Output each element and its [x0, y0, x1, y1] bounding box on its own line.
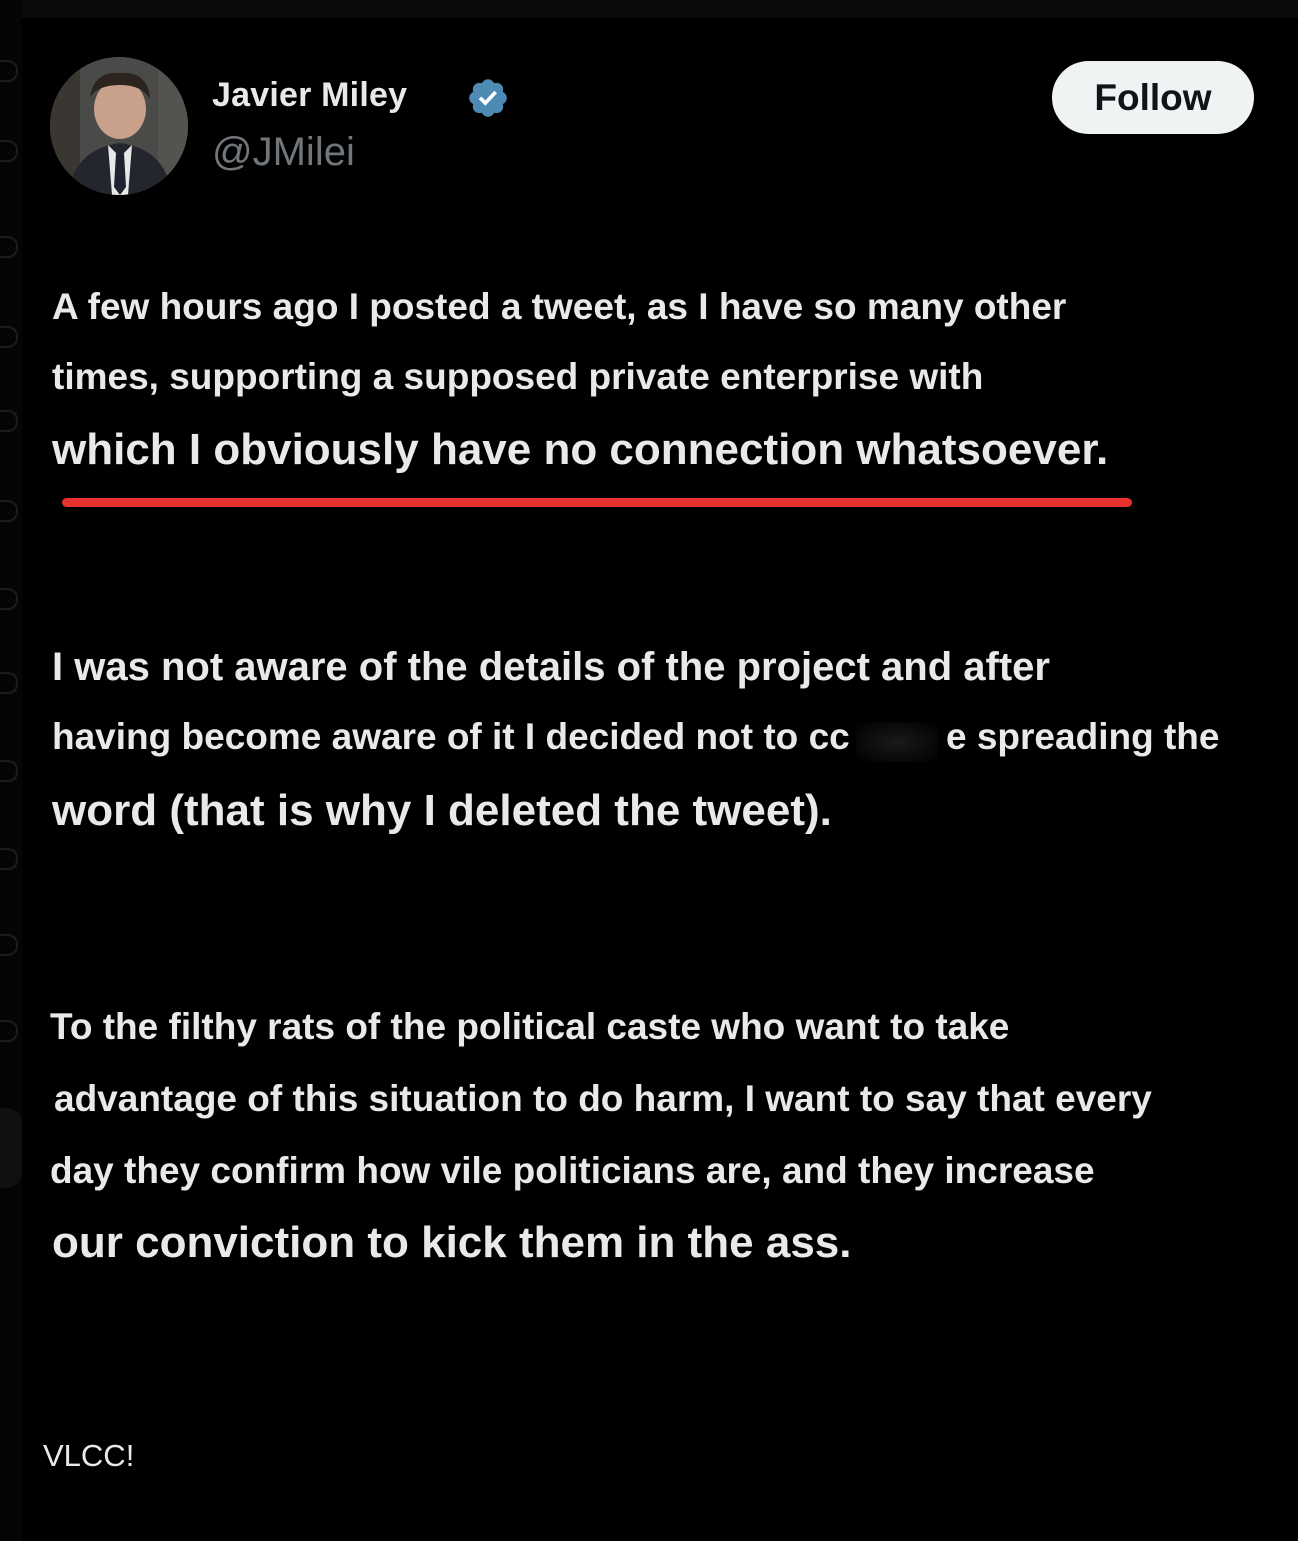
rail-nav-icon[interactable]: [0, 326, 18, 348]
post-signoff: VLCC!: [43, 1438, 135, 1473]
post-text-line: e spreading the: [946, 716, 1220, 757]
rail-nav-icon[interactable]: [0, 140, 18, 162]
post-card: [22, 18, 1298, 1541]
follow-button[interactable]: Follow: [1052, 61, 1254, 134]
post-text-line: our conviction to kick them in the ass.: [52, 1218, 852, 1267]
author-handle[interactable]: @JMilei: [212, 130, 355, 174]
post-text-line: which I obviously have no connection whatsoever.: [52, 425, 1109, 474]
verified-badge-icon: [466, 76, 510, 120]
rail-nav-icon[interactable]: [0, 848, 18, 870]
post-text-line: A few hours ago I posted a tweet, as I have so many other: [52, 286, 1067, 327]
rail-nav-icon[interactable]: [0, 934, 18, 956]
post-text-line: having become aware of it I decided not to cc: [52, 716, 850, 757]
author-display-name[interactable]: Javier Miley: [212, 76, 408, 114]
post-text-line: times, supporting a supposed private enterprise with: [52, 356, 984, 397]
rail-nav-icon[interactable]: [0, 410, 18, 432]
avatar[interactable]: [50, 57, 188, 195]
rail-nav-icon[interactable]: [0, 60, 18, 82]
rail-nav-icon[interactable]: [0, 236, 18, 258]
post-text-line: To the filthy rats of the political caste who want to take: [50, 1006, 1010, 1047]
rail-nav-icon[interactable]: [0, 588, 18, 610]
red-highlight-underline: [62, 498, 1132, 507]
post-text-line: day they confirm how vile politicians are, and they increase: [50, 1150, 1095, 1191]
left-nav-rail: [0, 0, 22, 1541]
rail-nav-icon[interactable]: [0, 672, 18, 694]
avatar-photo-icon: [50, 57, 188, 195]
post-text-line: I was not aware of the details of the project and after: [52, 645, 1050, 689]
post-text-line: word (that is why I deleted the tweet).: [52, 786, 832, 835]
rail-nav-icon[interactable]: [0, 760, 18, 782]
rail-nav-icon[interactable]: [0, 1020, 18, 1042]
rail-nav-icon[interactable]: [0, 500, 18, 522]
rail-account-button[interactable]: [0, 1108, 22, 1188]
window-top-edge: [0, 0, 1298, 18]
post-text-line: advantage of this situation to do harm, I want to say that every: [54, 1078, 1152, 1119]
smudged-text-area: [856, 722, 938, 762]
